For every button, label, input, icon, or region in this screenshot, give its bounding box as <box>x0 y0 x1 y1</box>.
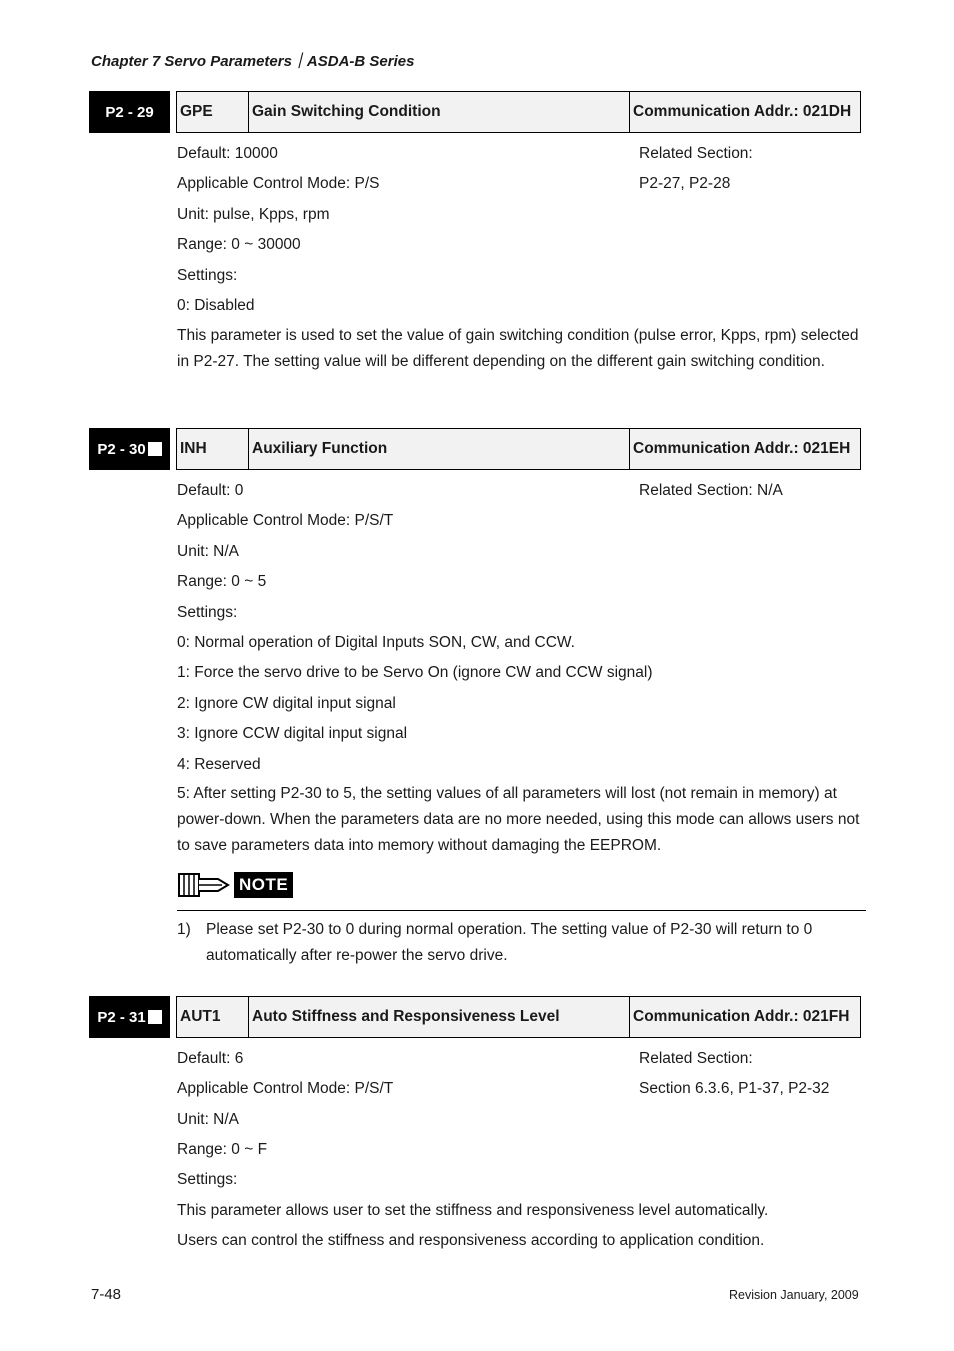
setting-item: 3: Ignore CCW digital input signal <box>177 725 408 742</box>
param-settings: Settings: <box>177 267 238 284</box>
param-table-p2-30 <box>176 428 861 470</box>
param-unit: Unit: N/A <box>177 543 240 560</box>
param-name: Auxiliary Function <box>249 429 630 469</box>
revision-date: Revision January, 2009 <box>729 1288 859 1302</box>
param-name: Gain Switching Condition <box>249 92 630 132</box>
param-default: Default: 0 <box>177 482 244 499</box>
note-number: 1) <box>177 921 191 938</box>
param-range: Range: 0 ~ F <box>177 1141 268 1158</box>
note-box <box>178 871 293 899</box>
note-divider <box>177 910 866 911</box>
param-mode: Applicable Control Mode: P/S/T <box>177 512 394 529</box>
related-section-label: Related Section: <box>639 1050 753 1067</box>
param-description: This parameter is used to set the value of gain switching condition (pulse error, Kpps, rpm) selected in P2-27. The setting value will be different depending on the different gain switching condition. <box>177 327 859 370</box>
note-label: NOTE <box>234 872 293 898</box>
square-mark-icon <box>148 1010 162 1024</box>
param-tag-p2-30: P2 - 30 <box>89 428 170 470</box>
param-name: Auto Stiffness and Responsiveness Level <box>249 997 630 1037</box>
param-table-p2-31 <box>176 996 861 1038</box>
setting-item: 0: Normal operation of Digital Inputs SON, CW, and CCW. <box>177 634 575 651</box>
param-description: 5: After setting P2-30 to 5, the setting values of all parameters will lost (not remain in memory) at power-down. When the parameters data are no more needed, using this mode can allows users not to save parameters data into memory without damaging the EEPROM. <box>177 785 860 854</box>
param-unit: Unit: pulse, Kpps, rpm <box>177 206 330 223</box>
related-section-value: Section 6.3.6, P1-37, P2-32 <box>639 1080 830 1097</box>
param-tag-p2-31: P2 - 31 <box>89 996 170 1038</box>
param-table-p2-29 <box>176 91 861 133</box>
param-comm-addr: Communication Addr.: 021DH <box>633 103 852 120</box>
setting-item: Users can control the stiffness and responsiveness according to application condition. <box>177 1232 765 1249</box>
param-comm-addr: Communication Addr.: 021FH <box>633 1008 850 1025</box>
square-mark-icon <box>148 442 162 456</box>
param-tag-p2-29: P2 - 29 <box>89 91 170 133</box>
related-section-label: Related Section: N/A <box>639 482 783 499</box>
setting-item: 1: Force the servo drive to be Servo On (ignore CW and CCW signal) <box>177 664 653 681</box>
note-item <box>177 917 867 969</box>
param-abbr: GPE <box>177 92 249 132</box>
param-range: Range: 0 ~ 30000 <box>177 236 301 253</box>
param-range: Range: 0 ~ 5 <box>177 573 267 590</box>
note-hand-icon <box>178 871 234 899</box>
related-section-value: P2-27, P2-28 <box>639 175 731 192</box>
setting-item: 4: Reserved <box>177 756 261 773</box>
page-number: 7-48 <box>91 1286 122 1303</box>
setting-item: 2: Ignore CW digital input signal <box>177 695 396 712</box>
param-settings: Settings: <box>177 604 238 621</box>
param-mode: Applicable Control Mode: P/S/T <box>177 1080 394 1097</box>
param-settings: Settings: <box>177 1171 238 1188</box>
param-default: Default: 10000 <box>177 145 278 162</box>
note-text: Please set P2-30 to 0 during normal operation. The setting value of P2-30 will return to 0 automatically after re-power the servo drive. <box>206 921 813 964</box>
setting-item: This parameter allows user to set the stiffness and responsiveness level automatically. <box>177 1202 769 1219</box>
related-section-label: Related Section: <box>639 145 753 162</box>
setting-item: 0: Disabled <box>177 297 255 314</box>
param-abbr: INH <box>177 429 249 469</box>
param-mode: Applicable Control Mode: P/S <box>177 175 380 192</box>
param-comm-addr: Communication Addr.: 021EH <box>633 440 851 457</box>
param-default: Default: 6 <box>177 1050 244 1067</box>
chapter-header: Chapter 7 Servo Parameters｜ASDA-B Series <box>91 53 415 70</box>
param-abbr: AUT1 <box>177 997 249 1037</box>
param-unit: Unit: N/A <box>177 1111 240 1128</box>
